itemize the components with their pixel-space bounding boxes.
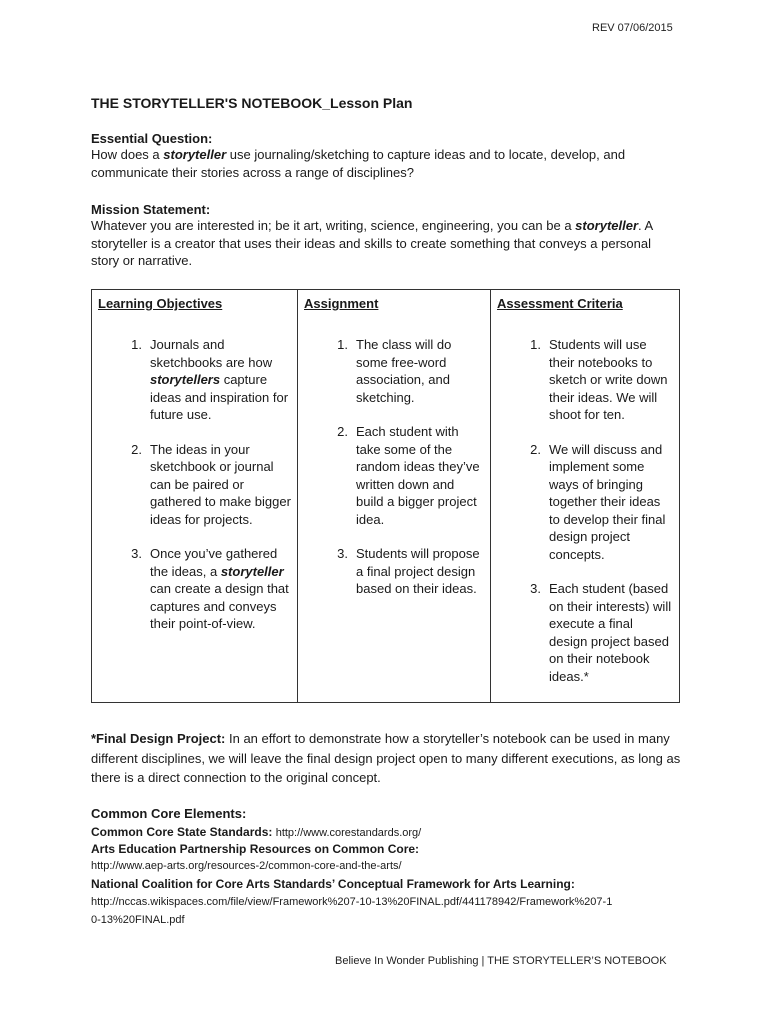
assignment-column (298, 290, 491, 703)
essential-question-text: How does a storyteller use journaling/sketching to capture ideas and to locate, develop, and communicate their stories across a range of disciplines? (91, 147, 626, 180)
mission-statement-text: Whatever you are interested in; be it art, writing, science, engineering, you can be a storyteller. A storyteller is a creator that uses their ideas and skills to create something that conveys a personal story or narrative. (91, 218, 653, 268)
list-item: 1. Students will use their notebooks to sketch or write down their ideas. We will shoot for ten. (530, 337, 668, 422)
aep-resources-label: Arts Education Partnership Resources on Common Core: (91, 842, 420, 856)
list-item: 1. The class will do some free-word association, and sketching. (337, 337, 452, 405)
list-item: 2. We will discuss and implement some ways of bringing together their ideas to develop their final design project concepts. (530, 441, 666, 562)
list-item: 2. Each student with take some of the random ideas they’ve written down and build a bigger project idea. (337, 424, 480, 527)
assessment-column (491, 290, 680, 703)
nccas-framework-link[interactable]: http://nccas.wikispaces.com/file/view/Framework%207-10-13%20FINAL.pdf/441178942/Framework%207-1 0-13%20FINAL.pdf (91, 896, 613, 926)
mission-statement-section (91, 202, 681, 270)
storyteller-emphasis: storyteller (163, 147, 227, 162)
corestandards-link[interactable]: http://www.corestandards.org/ (275, 827, 422, 839)
list-item: 2. The ideas in your sketchbook or journal can be paired or gathered to make bigger ideas for projects. (131, 441, 291, 527)
page-footer: Believe In Wonder Publishing | THE STORYTELLER’S NOTEBOOK (335, 955, 667, 967)
common-core-heading: Common Core Elements: (91, 806, 247, 821)
essential-question-heading: Essential Question: (91, 131, 213, 146)
list-item: 3. Once you’ve gathered the ideas, a storyteller can create a design that captures and conveys their point-of-view. (131, 546, 289, 631)
objectives-column (92, 290, 298, 703)
document-title: THE STORYTELLER'S NOTEBOOK_Lesson Plan (91, 95, 413, 111)
common-core-state-standards: Common Core State Standards: http://www.corestandards.org/ (91, 825, 422, 839)
list-item: 3. Students will propose a final project design based on their ideas. (337, 546, 480, 596)
revision-date: REV 07/06/2015 (592, 22, 673, 34)
list-item: 1. Journals and sketchbooks are how storytellers capture ideas and inspiration for future use. (131, 337, 289, 422)
column-header-assessment: Assessment Criteria (497, 296, 623, 311)
final-design-project-note: *Final Design Project: In an effort to demonstrate how a storyteller’s notebook can be used in many different disciplines, we will leave the final design project open to many different executions, as long as there is a direct connection to the original concept. (91, 731, 681, 785)
essential-question-section (91, 131, 691, 181)
mission-statement-heading: Mission Statement: (91, 202, 211, 217)
aep-resources-link[interactable]: http://www.aep-arts.org/resources-2/common-core-and-the-arts/ (91, 860, 402, 872)
nccas-framework-label: National Coalition for Core Arts Standards’ Conceptual Framework for Arts Learning: (91, 877, 575, 891)
column-header-objectives: Learning Objectives (98, 296, 223, 311)
column-header-assignment: Assignment (304, 296, 379, 311)
list-item: 3. Each student (based on their interests) will execute a final design project based on their notebook ideas.* (530, 581, 672, 684)
storyteller-emphasis: storyteller (575, 218, 639, 233)
lesson-plan-table (91, 289, 680, 703)
